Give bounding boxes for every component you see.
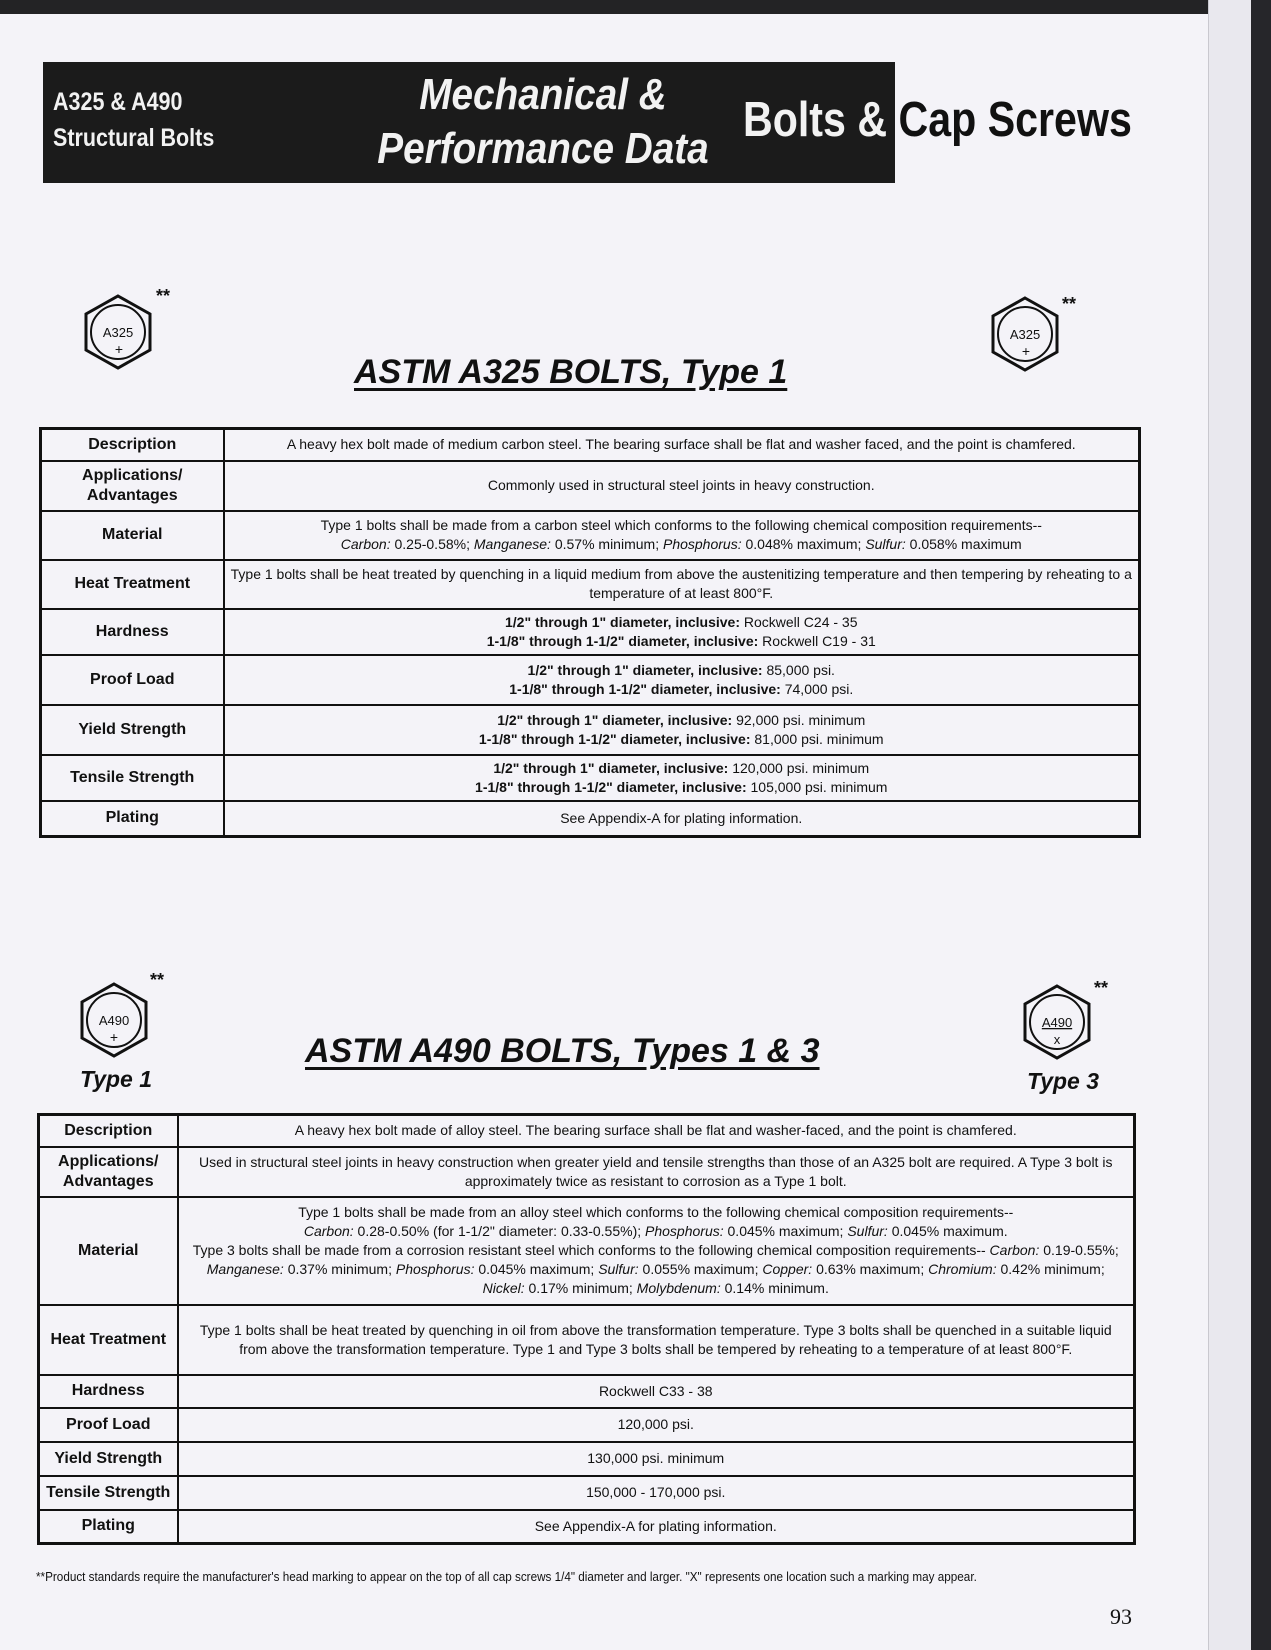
row-value: See Appendix-A for plating information. [178,1510,1135,1544]
table-row [41,461,1140,511]
row-label-line: Applications/ [58,1152,159,1170]
header-right-title [743,90,1132,150]
row-label: Plating [39,1510,178,1544]
row-label: Proof Load [41,655,224,705]
table-row [41,801,1140,837]
element-label: Sulfur: [865,536,906,552]
material-line [185,1241,1128,1298]
row-value: Rockwell C33 - 38 [178,1375,1135,1408]
type3-label: Type 3 [1027,1068,1100,1094]
a490-mark-text: A490 [1041,1015,1073,1030]
diameter-range: 1-1/8" through 1-1/2" diameter, inclusive: [475,778,747,795]
value-line [231,711,1133,730]
header-center-line1: Mechanical & [419,70,667,119]
page-header [43,62,1132,183]
row-label [39,1147,178,1197]
a325-head-marking-left-icon [78,292,158,372]
value-line [231,730,1133,749]
range-value: 74,000 psi. [780,680,854,697]
range-value: 105,000 psi. minimum [746,778,888,795]
row-label: Proof Load [39,1408,178,1442]
row-value: 120,000 psi. [178,1408,1135,1442]
table-row [41,609,1140,655]
table-row [39,1147,1135,1197]
a490-right-stars: ** [1094,978,1109,998]
row-label: Hardness [39,1375,178,1408]
a325-right-stars: ** [1062,294,1077,314]
table-row [39,1305,1135,1375]
mark-x: x [1053,1032,1061,1047]
element-label: Phosphorus: [662,536,742,552]
a490-type1-head-marking-icon [74,980,154,1060]
element-label: Carbon: [340,536,391,552]
element-value: 0.28-0.50% (for 1-1/2" diameter: 0.33-0.55%); [353,1223,646,1239]
mark-plus: + [109,1029,119,1045]
header-right-part1: Bolts & [743,93,888,147]
row-label: Tensile Strength [41,755,224,801]
range-value: Rockwell C24 - 35 [740,613,858,630]
element-value: 0.17% minimum; [524,1280,637,1296]
row-value: Commonly used in structural steel joints in heavy construction. [224,461,1140,511]
element-label: Copper: [762,1261,813,1277]
row-value [224,755,1140,801]
value-line [231,613,1133,632]
element-label: Manganese: [473,536,551,552]
row-label-line: Advantages [86,486,178,504]
mark-plus: + [1021,343,1031,359]
table-row [41,511,1140,560]
element-value: 0.25-0.58%; [390,536,474,552]
header-right-part2: Cap Screws [887,93,1132,147]
element-label: Carbon: [989,1242,1040,1258]
header-left-line1: A325 & A490 [53,88,183,116]
row-value [224,609,1140,655]
element-label: Carbon: [303,1223,354,1239]
element-value: 0.045% maximum; [474,1261,599,1277]
footnote: **Product standards require the manufacturer's head marking to appear on the top of all cap screws 1/4" diameter and larger. "X" represents one location such a marking may appear. [36,1569,977,1584]
diameter-range: 1-1/8" through 1-1/2" diameter, inclusive: [478,730,751,747]
value-line [231,680,1133,699]
a325-spec-table [39,427,1141,838]
scan-top-edge [0,0,1230,14]
row-label-line: Advantages [62,1172,154,1190]
row-value: Type 1 bolts shall be heat treated by quenching in oil from above the transformation temperature. Type 3 bolts shall be quenched in a suitable liquid from above the transformation temperature. Type 1 and Type 3 bolts shall be tempered by reheating to a temperature of at least 800°F. [178,1305,1135,1375]
row-value [224,511,1140,560]
material-line [231,535,1133,554]
a325-left-stars: ** [156,286,171,306]
row-label: Tensile Strength [39,1476,178,1510]
table-row [41,705,1140,755]
a490-section-title: ASTM A490 BOLTS, Types 1 & 3 [305,1032,820,1070]
header-left-line2: Structural Bolts [53,124,215,152]
element-label: Nickel: [482,1280,525,1296]
element-label: Phosphorus: [645,1223,724,1239]
element-label: Sulfur: [598,1261,639,1277]
table-row [39,1197,1135,1305]
row-label: Yield Strength [39,1442,178,1476]
a490-type3-head-marking-icon [1017,982,1097,1062]
element-value: 0.42% minimum; [996,1261,1105,1277]
row-value: See Appendix-A for plating information. [224,801,1140,837]
row-value [224,655,1140,705]
row-value [178,1197,1135,1305]
value-line [231,759,1133,778]
element-value: 0.055% maximum; [638,1261,763,1277]
material-line: Type 1 bolts shall be made from an alloy steel which conforms to the following chemical composition requirements-- [298,1204,1014,1220]
row-value: Type 1 bolts shall be heat treated by quenching in a liquid medium from above the austenitizing temperature and then tempering by reheating to a temperature of at least 800°F. [224,560,1140,609]
element-value: 0.63% maximum; [812,1261,929,1277]
a490-mark-text: A490 [98,1013,130,1028]
a490-left-stars: ** [150,970,165,990]
value-line [231,632,1133,651]
element-value: 0.14% minimum. [720,1280,829,1296]
table-row [39,1115,1135,1147]
header-center-title [371,68,714,176]
row-label [41,461,224,511]
row-label: Description [41,429,224,461]
type1-label: Type 1 [80,1066,153,1092]
header-center-line2: Performance Data [377,124,709,173]
table-row [39,1510,1135,1544]
diameter-range: 1/2" through 1" diameter, inclusive: [493,759,729,776]
a325-mark-text: A325 [102,325,134,340]
row-label: Description [39,1115,178,1147]
table-row [39,1476,1135,1510]
range-value: Rockwell C19 - 31 [758,632,876,649]
table-row [41,429,1140,461]
row-value: A heavy hex bolt made of alloy steel. The bearing surface shall be flat and washer-faced, and the point is chamfered. [178,1115,1135,1147]
row-value [224,705,1140,755]
diameter-range: 1/2" through 1" diameter, inclusive: [504,613,740,630]
element-label: Manganese: [206,1261,284,1277]
a325-mark-text: A325 [1009,327,1041,342]
row-label: Hardness [41,609,224,655]
table-row [41,655,1140,705]
element-label: Chromium: [928,1261,997,1277]
value-line [231,778,1133,797]
row-value: A heavy hex bolt made of medium carbon steel. The bearing surface shall be flat and washer faced, and the point is chamfered. [224,429,1140,461]
table-row [39,1375,1135,1408]
row-label: Yield Strength [41,705,224,755]
a325-head-marking-right-icon [985,294,1065,374]
material-line: Type 1 bolts shall be made from a carbon steel which conforms to the following chemical composition requirements-- [320,517,1042,533]
element-value: 0.19-0.55%; [1039,1242,1119,1258]
table-row [41,755,1140,801]
element-value: 0.045% maximum; [723,1223,848,1239]
element-label: Phosphorus: [395,1261,475,1277]
value-line [231,661,1133,680]
mark-plus: + [114,341,124,357]
range-value: 120,000 psi. minimum [728,759,870,776]
row-label: Heat Treatment [39,1305,178,1375]
material-intro: Type 3 bolts shall be made from a corrosion resistant steel which conforms to the following chemical composition requirements-- [192,1242,990,1258]
row-value: Used in structural steel joints in heavy construction when greater yield and tensile strengths than those of an A325 bolt are required. A Type 3 bolt is approximately twice as resistant to corrosion as a Type 1 bolt. [178,1147,1135,1197]
scan-page-edge [1208,0,1251,1650]
element-value: 0.57% minimum; [550,536,663,552]
element-value: 0.045% maximum. [887,1223,1008,1239]
element-label: Molybdenum: [636,1280,721,1296]
row-label: Heat Treatment [41,560,224,609]
material-line [185,1222,1128,1241]
table-row [39,1408,1135,1442]
header-left-title [53,84,214,156]
row-value: 150,000 - 170,000 psi. [178,1476,1135,1510]
diameter-range: 1/2" through 1" diameter, inclusive: [497,711,733,728]
row-label: Material [41,511,224,560]
diameter-range: 1-1/8" through 1-1/2" diameter, inclusive: [509,680,781,697]
diameter-range: 1/2" through 1" diameter, inclusive: [527,661,763,678]
a325-section-title: ASTM A325 BOLTS, Type 1 [354,353,788,391]
row-label: Material [39,1197,178,1305]
range-value: 85,000 psi. [762,661,835,678]
element-label: Sulfur: [847,1223,888,1239]
scan-right-edge [1251,0,1271,1650]
element-value: 0.058% maximum [905,536,1022,552]
table-row [39,1442,1135,1476]
element-value: 0.048% maximum; [741,536,866,552]
page-number: 93 [1110,1604,1132,1629]
a490-spec-table [37,1113,1136,1545]
range-value: 81,000 psi. minimum [750,730,884,747]
element-value: 0.37% minimum; [283,1261,396,1277]
range-value: 92,000 psi. minimum [732,711,866,728]
diameter-range: 1-1/8" through 1-1/2" diameter, inclusive: [486,632,759,649]
row-value: 130,000 psi. minimum [178,1442,1135,1476]
row-label-line: Applications/ [82,466,183,484]
row-label: Plating [41,801,224,837]
table-row [41,560,1140,609]
